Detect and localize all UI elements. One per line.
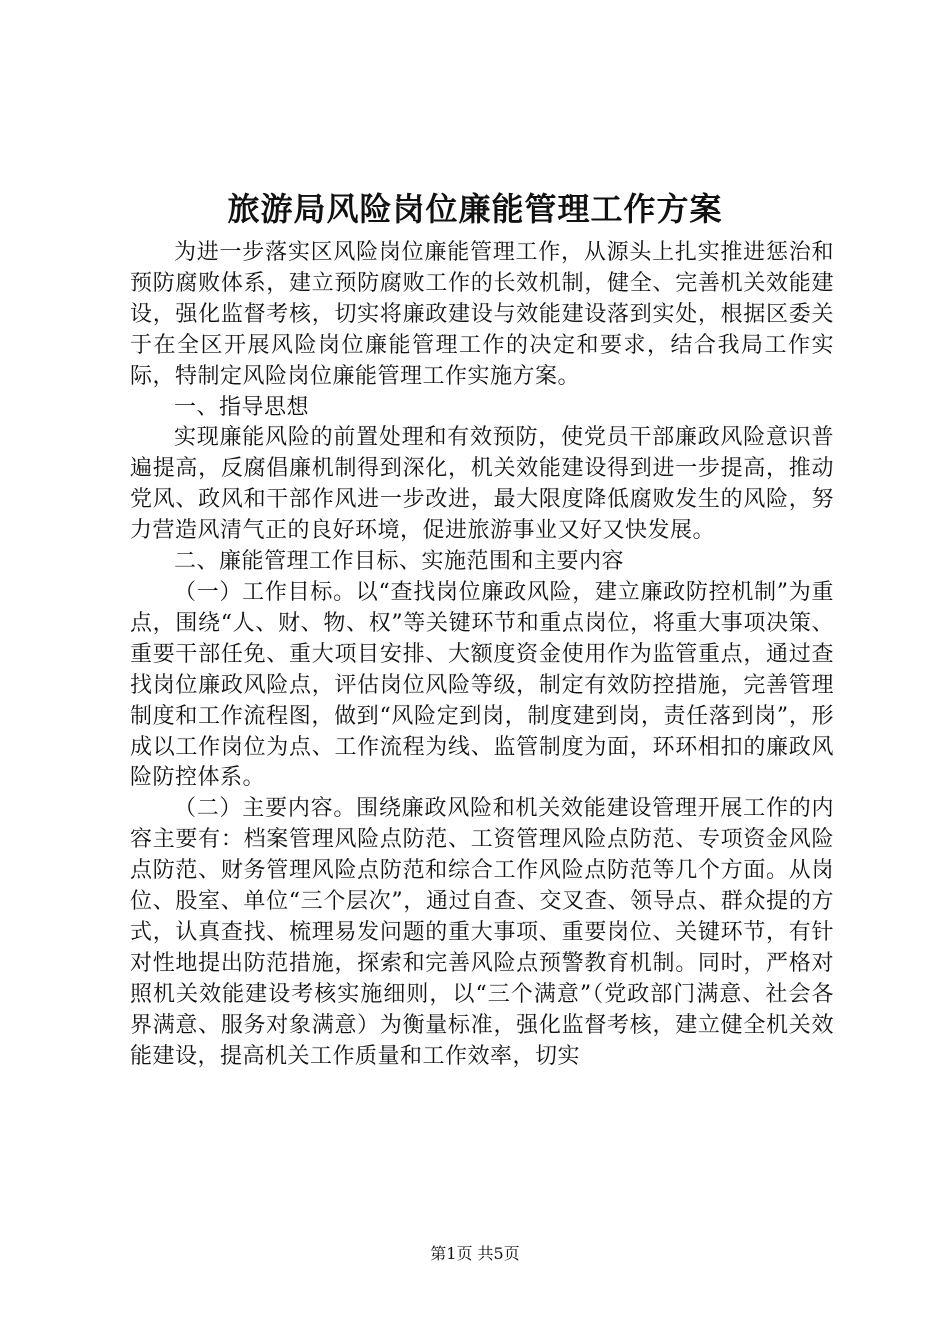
guiding-thought-paragraph: 实现廉能风险的前置处理和有效预防，使党员干部廉政风险意识普遍提高，反腐倡廉机制得到深化，机关效能建设得到进一步提高，推动党风、政风和干部作风进一步改进，最大限度降低腐败发生的风险，努力营造风清气正的良好环境，促进旅游事业又好又快发展。 (130, 425, 834, 544)
document-title: 旅游局风险岗位廉能管理工作方案 (227, 190, 723, 228)
section-heading-guiding-thought: 一、指导思想 (174, 394, 310, 420)
intro-paragraph: 为进一步落实区风险岗位廉能管理工作，从源头上扎实推进惩治和预防腐败体系，建立预防腐败工作的长效机制，健全、完善机关效能建设，强化监督考核，切实将廉政建设与效能建设落到实处，根据区委关于在全区开展风险岗位廉能管理工作的决定和要求，结合我局工作实际，特制定风险岗位廉能管理工作实施方案。 (130, 240, 834, 389)
document-body (130, 238, 834, 1072)
page-footer: 第1页 共5页 (430, 1244, 520, 1263)
work-goal-paragraph: （一）工作目标。以“查找岗位廉政风险，建立廉政防控机制”为重点，围绕“人、财、物、权”等关键环节和重点岗位，将重大事项决策、重要干部任免、重大项目安排、大额度资金使用作为监管重点，通过查找岗位廉政风险点，评估岗位风险等级，制定有效防控措施，完善管理制度和工作流程图，做到“风险定到岗，制度建到岗，责任落到岗”，形成以工作岗位为点、工作流程为线、监管制度为面，环环相扣的廉政风险防控体系。 (130, 579, 834, 791)
section-heading-goals-scope: 二、廉能管理工作目标、实施范围和主要内容 (174, 549, 625, 575)
main-content-paragraph: （二）主要内容。围绕廉政风险和机关效能建设管理开展工作的内容主要有：档案管理风险点防范、工资管理风险点防范、专项资金风险点防范、财务管理风险点防范和综合工作风险点防范等几个方面。从岗位、股室、单位“三个层次”，通过自查、交叉查、领导点、群众提的方式，认真查找、梳理易发问题的重大事项、重要岗位、关键环节，有针对性地提出防范措施，探索和完善风险点预警教育机制。同时，严格对照机关效能建设考核实施细则，以“三个满意”（党政部门满意、社会各界满意、服务对象满意）为衡量标准，强化监督考核，建立健全机关效能建设，提高机关工作质量和工作效率，切实 (130, 796, 834, 1069)
